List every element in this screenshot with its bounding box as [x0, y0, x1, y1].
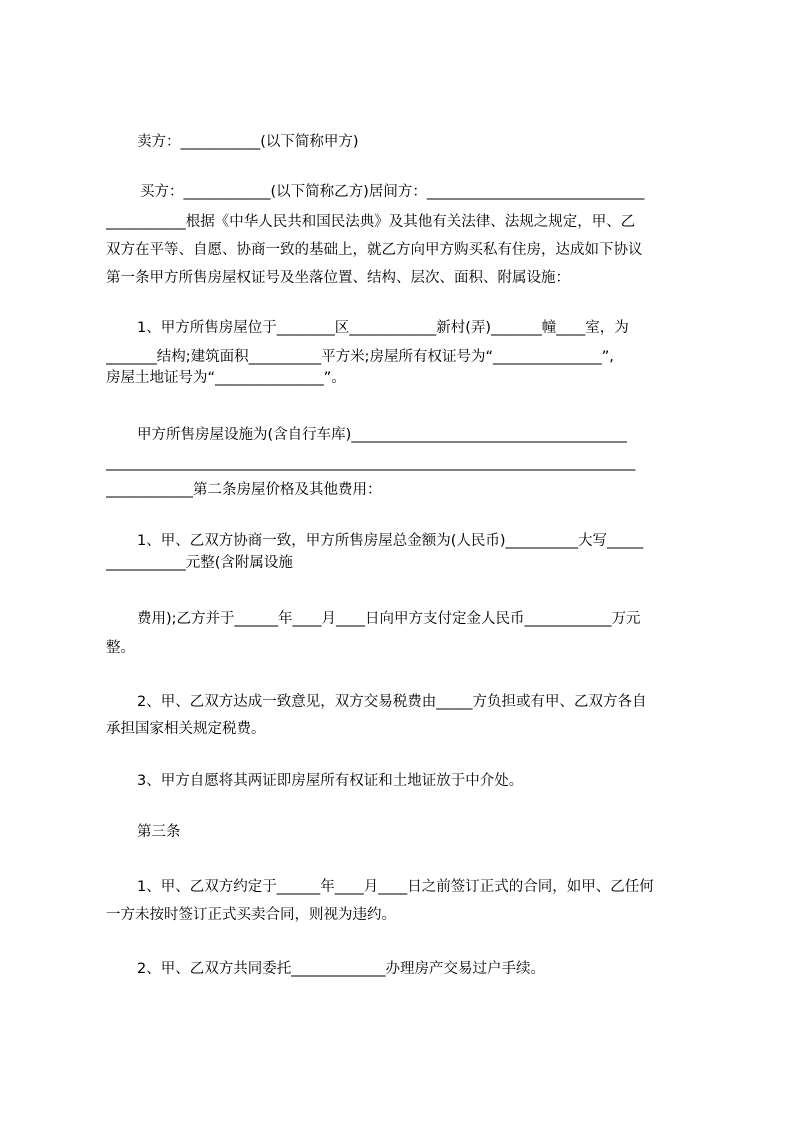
certificate-custody-line: 3、甲方自愿将其两证即房屋所有权证和土地证放于中介处。: [137, 773, 524, 789]
seller-line: 卖方：___________(以下简称甲方): [137, 134, 359, 150]
article-two-heading: ____________第二条房屋价格及其他费用：: [106, 482, 382, 498]
price-continuation-line: ___________元整(含附属设施: [106, 555, 293, 571]
deposit-line: 费用);乙方并于______年____月____日向甲方支付定金人民币____________万元: [137, 611, 641, 627]
facilities-continuation-line: _________________________________________________________________________: [106, 455, 636, 471]
property-location-line: 1、甲方所售房屋位于________区____________新村(弄)_______幢____室，为: [137, 320, 629, 336]
article-three-heading: 第三条: [137, 824, 181, 840]
article-one-heading: 第一条甲方所售房屋权证号及坐落位置、结构、层次、面积、附属设施：: [106, 270, 570, 286]
deposit-end-line: 整。: [106, 640, 135, 656]
tax-continuation-line: 承担国家相关规定税费。: [106, 721, 266, 737]
breach-line: 一方未按时签订正式买卖合同，则视为违约。: [106, 907, 396, 923]
legal-basis-line: ___________根据《中华人民共和国民法典》及其他有关法律、法规之规定，甲、乙: [106, 214, 636, 230]
price-line: 1、甲、乙双方协商一致，甲方所售房屋总金额为(人民币)__________大写_____: [137, 533, 644, 549]
property-area-line: _______结构;建筑面积__________平方米;房屋所有权证号为“_______________”,: [106, 349, 614, 365]
tax-line: 2、甲、乙双方达成一致意见，双方交易税费由_____方负担或有甲、乙双方各自: [137, 694, 647, 710]
facilities-line: 甲方所售房屋设施为(含自行车库)______________________________________: [137, 427, 627, 443]
agreement-basis-line: 双方在平等、自愿、协商一致的基础上，就乙方向甲方购买私有住房，达成如下协议: [106, 242, 643, 258]
contract-date-line: 1、甲、乙双方约定于______年____月____日之前签订正式的合同，如甲、乙任何: [137, 879, 654, 895]
buyer-broker-line: 买方：____________(以下简称乙方)居间方：______________________________: [140, 184, 645, 200]
transfer-procedure-line: 2、甲、乙双方共同委托_____________办理房产交易过户手续。: [137, 961, 545, 977]
land-certificate-line: 房屋土地证号为“_______________”。: [106, 370, 346, 386]
